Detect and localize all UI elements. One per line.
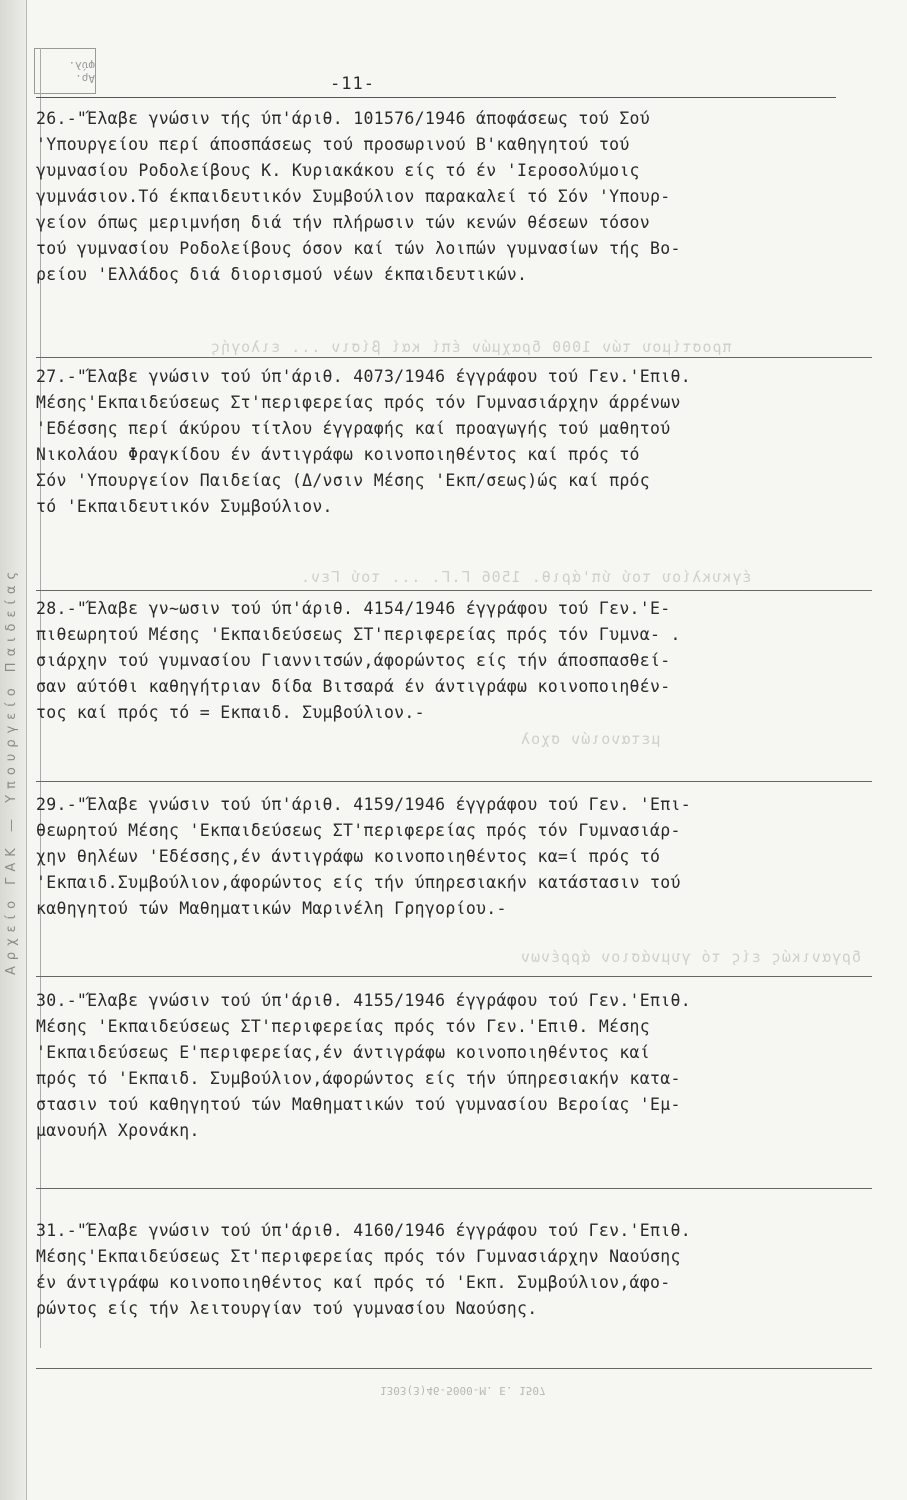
entry-line: πιθεωρητού Μέσης 'Εκπαιδεύσεως ΣΤ'περιφερείας πρός τόν Γυμνα- . [36,625,681,644]
entry-line: 31.-"Έλαβε γνώσιν τού ύπ'άριθ. 4160/1946 έγγράφου τού Γεν.'Επιθ. [36,1221,691,1240]
page-number: -11- [330,74,375,94]
entry-line: Μέσης'Εκπαιδεύσεως Στ'περιφερείας πρός τόν Γυμνασιάρχην άρρένων [36,393,681,412]
entry-line: Μέσης 'Εκπαιδεύσεως ΣΤ'περιφερείας πρός τόν Γεν.'Επιθ. Μέσης [36,1017,651,1036]
entry-line: Νικολάου Φραγκίδου έν άντιγράφω κοινοποιηθέντος καί πρός τό [36,445,640,464]
entry-line: σαν αύτόθι καθηγήτριαν δίδα Βιτσαρά έν άντιγράφω κοινοποιηθέν- [36,677,671,696]
entry-31 [36,1218,878,1322]
entry-line: 'Εκπαιδεύσεως Ε'περιφερείας,έν άντιγράφω κοινοποιηθέντος καί [36,1043,651,1062]
folio-label: Αρ. φύλ. [68,59,95,85]
entry-line: τού γυμνασίου Ροδολείβους όσον καί τών λοιπών γυμνασίων τής Βο- [36,239,681,258]
entry-26 [36,106,878,288]
entry-line: τος καί πρός τό = Εκπαιδ. Συμβούλιον.- [36,703,425,722]
spine-stamp-text: Αρχείο ΓΑΚ — Υπουργείο Παιδείας [4,565,19,975]
entry-line: σιάρχην τού γυμνασίου Γιαννιτσών,άφορώντος είς τήν άποσπασθεί- [36,651,671,670]
entry-line: γυμνάσιον.Τό έκπαιδευτικόν Συμβούλιον παρακαλεί τό Σόν 'Υπουρ- [36,187,671,206]
entry-line: καθηγητού τών Μαθηματικών Μαρινέλη Γρηγορίου.- [36,899,507,918]
entry-line: χην θηλέων 'Εδέσσης,έν άντιγράφω κοινοποιηθέντος κα=ί πρός τό [36,847,661,866]
entry-line: θεωρητού Μέσης 'Εκπαιδεύσεως ΣΤ'περιφερείας πρός τόν Γυμνασιάρ- [36,821,681,840]
entry-line: 26.-"Έλαβε γνώσιν τής ύπ'άριθ. 101576/1946 άποφάσεως τού Σού [36,109,651,128]
binding-strip [0,0,27,1500]
entry-line: ρείου 'Ελλάδος διά διορισμού νέων έκπαιδευτικών. [36,265,528,284]
bleed-through-text: έγκυκλίου τού ύπ'άριθ. 1506 Γ.Γ. ... τού Γεν. [300,568,752,586]
entry-29 [36,792,878,922]
entry-28 [36,596,878,726]
entry-line: μανουήλ Χρονάκη. [36,1121,200,1140]
entry-divider [36,1188,872,1189]
entry-divider [36,976,872,977]
entry-line: 28.-"Έλαβε γν~ωσιν τού ύπ'άριθ. 4154/1946 έγγράφου τού Γεν.'Ε- [36,599,671,618]
entry-line: 29.-"Έλαβε γνώσιν τού ύπ'άριθ. 4159/1946 έγγράφου τού Γεν. 'Επι- [36,795,691,814]
entry-line: Μέσης'Εκπαιδεύσεως Στ'περιφερείας πρός τόν Γυμνασιάρχην Ναούσης [36,1247,681,1266]
printer-imprint: 1303(3)46-5000-Μ. Ε. 1507 [380,1384,546,1397]
entry-line: τό 'Εκπαιδευτικόν Συμβούλιον. [36,497,333,516]
folio-box [34,48,96,94]
entry-line: πρός τό 'Εκπαιδ. Συμβούλιον,άφορώντος είς τήν ύπηρεσιακήν κατα- [36,1069,681,1088]
entry-27 [36,364,878,520]
entry-divider [36,781,872,782]
entry-line: 30.-"Έλαβε γνώσιν τού ύπ'άριθ. 4155/1946 έγγράφου τού Γεν.'Επιθ. [36,991,691,1010]
entry-line: 'Υπουργείου περί άποσπάσεως τού προσωρινού Β'καθηγητού τού [36,135,630,154]
entry-line: γείον όπως μεριμνήση διά τήν πλήρωσιν τών κενών θέσεων τόσον [36,213,651,232]
entry-line: γυμνασίου Ροδολείβους Κ. Κυριακάκου είς τό έν 'Ιεροσολύμοις [36,161,640,180]
entry-divider [36,357,872,358]
entry-line: 'Εδέσσης περί άκύρου τίτλου έγγραφής καί προαγωγής τού μαθητού [36,419,671,438]
entry-line: 27.-"Έλαβε γνώσιν τού ύπ'άριθ. 4073/1946 έγγράφου τού Γεν.'Επιθ. [36,367,691,386]
bleed-through-text: μετανοιών σχολ [520,730,661,748]
entry-30 [36,988,878,1144]
header-rule [36,97,836,98]
bleed-through-text: δργανικώς είς τό γυμνάσιον άρρένων [520,948,862,966]
entry-line: ρώντος είς τήν λειτουργίαν τού γυμνασίου Ναούσης. [36,1299,538,1318]
entry-line: έν άντιγράφω κοινοποιηθέντος καί πρός τό 'Εκπ. Συμβούλιον,άφο- [36,1273,671,1292]
entry-line: στασιν τού καθηγητού τών Μαθηματικών τού γυμνασίου Βεροίας 'Εμ- [36,1095,681,1114]
entry-line: 'Εκπαιδ.Συμβούλιον,άφορώντος είς τήν ύπηρεσιακήν κατάστασιν τού [36,873,681,892]
bleed-through-text: προστίμου τών 1000 δραχμών έπί καί βίσιν ... ειλογής [210,338,732,356]
entry-line: Σόν 'Υπουργείον Παιδείας (Δ/νσιν Μέσης 'Εκπ/σεως)ώς καί πρός [36,471,651,490]
entry-divider [36,590,872,591]
entry-divider [36,1368,872,1369]
